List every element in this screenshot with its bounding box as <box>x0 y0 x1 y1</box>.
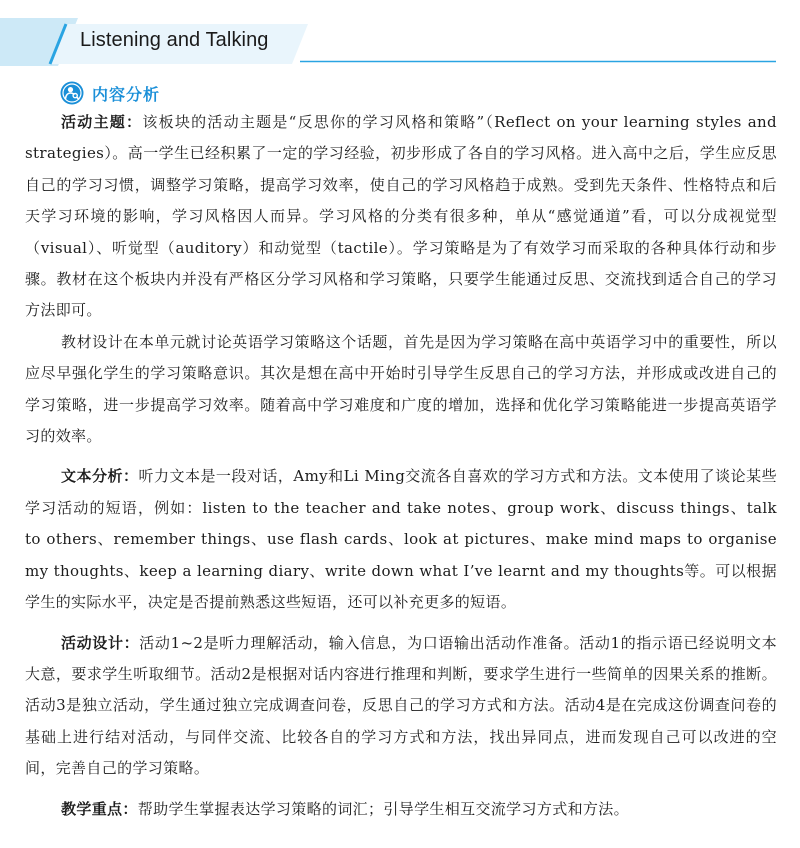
unit-section-header <box>0 18 800 66</box>
activity-design-text: 活动1~2是听力理解活动，输入信息，为口语输出活动作准备。活动1的指示语已经说明文本大意，要求学生听取细节。活动2是根据对话内容进行推理和判断，要求学生进行一些简单的因果关系的推断。活动3是独立活动，学生通过独立完成调查问卷，反思自己的学习方式和方法。活动4是在完成这份调查问卷的基础上进行结对活动，与同伴交流、比较各自的学习方式和方法，找出异同点，进而发现自己可以改进的空间，完善自己的学习策略。 <box>25 633 777 778</box>
paragraph-teaching-focus <box>25 794 777 825</box>
activity-theme-text: 该板块的活动主题是“反思你的学习风格和策略”（Reflect on your learning styles and strategies）。高一学生已经积累了一定的学习经验，初步形成了各自的学习风格。进入高中之后，学生应反思自己的学习习惯，调整学习策略，提高学习效率，使自己的学习风格趋于成熟。受到先天条件、性格特点和后天学习环境的影响，学习风格因人而异。学习风格的分类有很多种，单从“感觉通道”看，可以分成视觉型（visual）、听觉型（auditory）和动觉型（tactile）。学习策略是为了有效学习而采取的各种具体行动和步骤。教材在这个板块内并没有严格区分学习风格和学习策略，只要学生能通过反思、交流找到适合自己的学习方法即可。 <box>25 113 777 320</box>
header-title: Listening and Talking <box>80 29 269 51</box>
teaching-focus-label: 教学重点： <box>61 799 138 818</box>
activity-design-label: 活动设计： <box>61 633 140 652</box>
paragraph-text-analysis <box>25 461 777 618</box>
content-body <box>25 107 777 825</box>
paragraph-textbook-design <box>25 327 777 453</box>
section-title: 内容分析 <box>92 84 161 104</box>
text-analysis-text: 听力文本是一段对话，Amy和Li Ming交流各自喜欢的学习方式和方法。文本使用了谈论某些学习活动的短语，例如：listen to the teacher and take notes、group work、discuss things、talk to others、remember things、use flash cards、look at pictures、make mind maps to organise my thoughts、keep a learning diary、write down what I’ve learnt and my thoughts等。可以根据学生的实际水平，决定是否提前熟悉这些短语，还可以补充更多的短语。 <box>25 467 777 612</box>
textbook-design-text: 教材设计在本单元就讨论英语学习策略这个话题，首先是因为学习策略在高中英语学习中的重要性，所以应尽早强化学生的学习策略意识。其次是想在高中开始时引导学生反思自己的学习方法，并形成或改进自己的学习策略，进一步提高学习效率。随着高中学习难度和广度的增加，选择和优化学习策略能进一步提高英语学习的效率。 <box>25 332 777 446</box>
teaching-focus-text: 帮助学生掌握表达学习策略的词汇；引导学生相互交流学习方式和方法。 <box>137 799 629 818</box>
text-analysis-label: 文本分析： <box>61 467 139 486</box>
paragraph-activity-design <box>25 628 777 785</box>
paragraph-activity-theme <box>25 107 777 327</box>
section-heading <box>60 80 160 106</box>
person-magnifier-icon <box>60 81 84 105</box>
activity-theme-label: 活动主题： <box>61 113 143 131</box>
